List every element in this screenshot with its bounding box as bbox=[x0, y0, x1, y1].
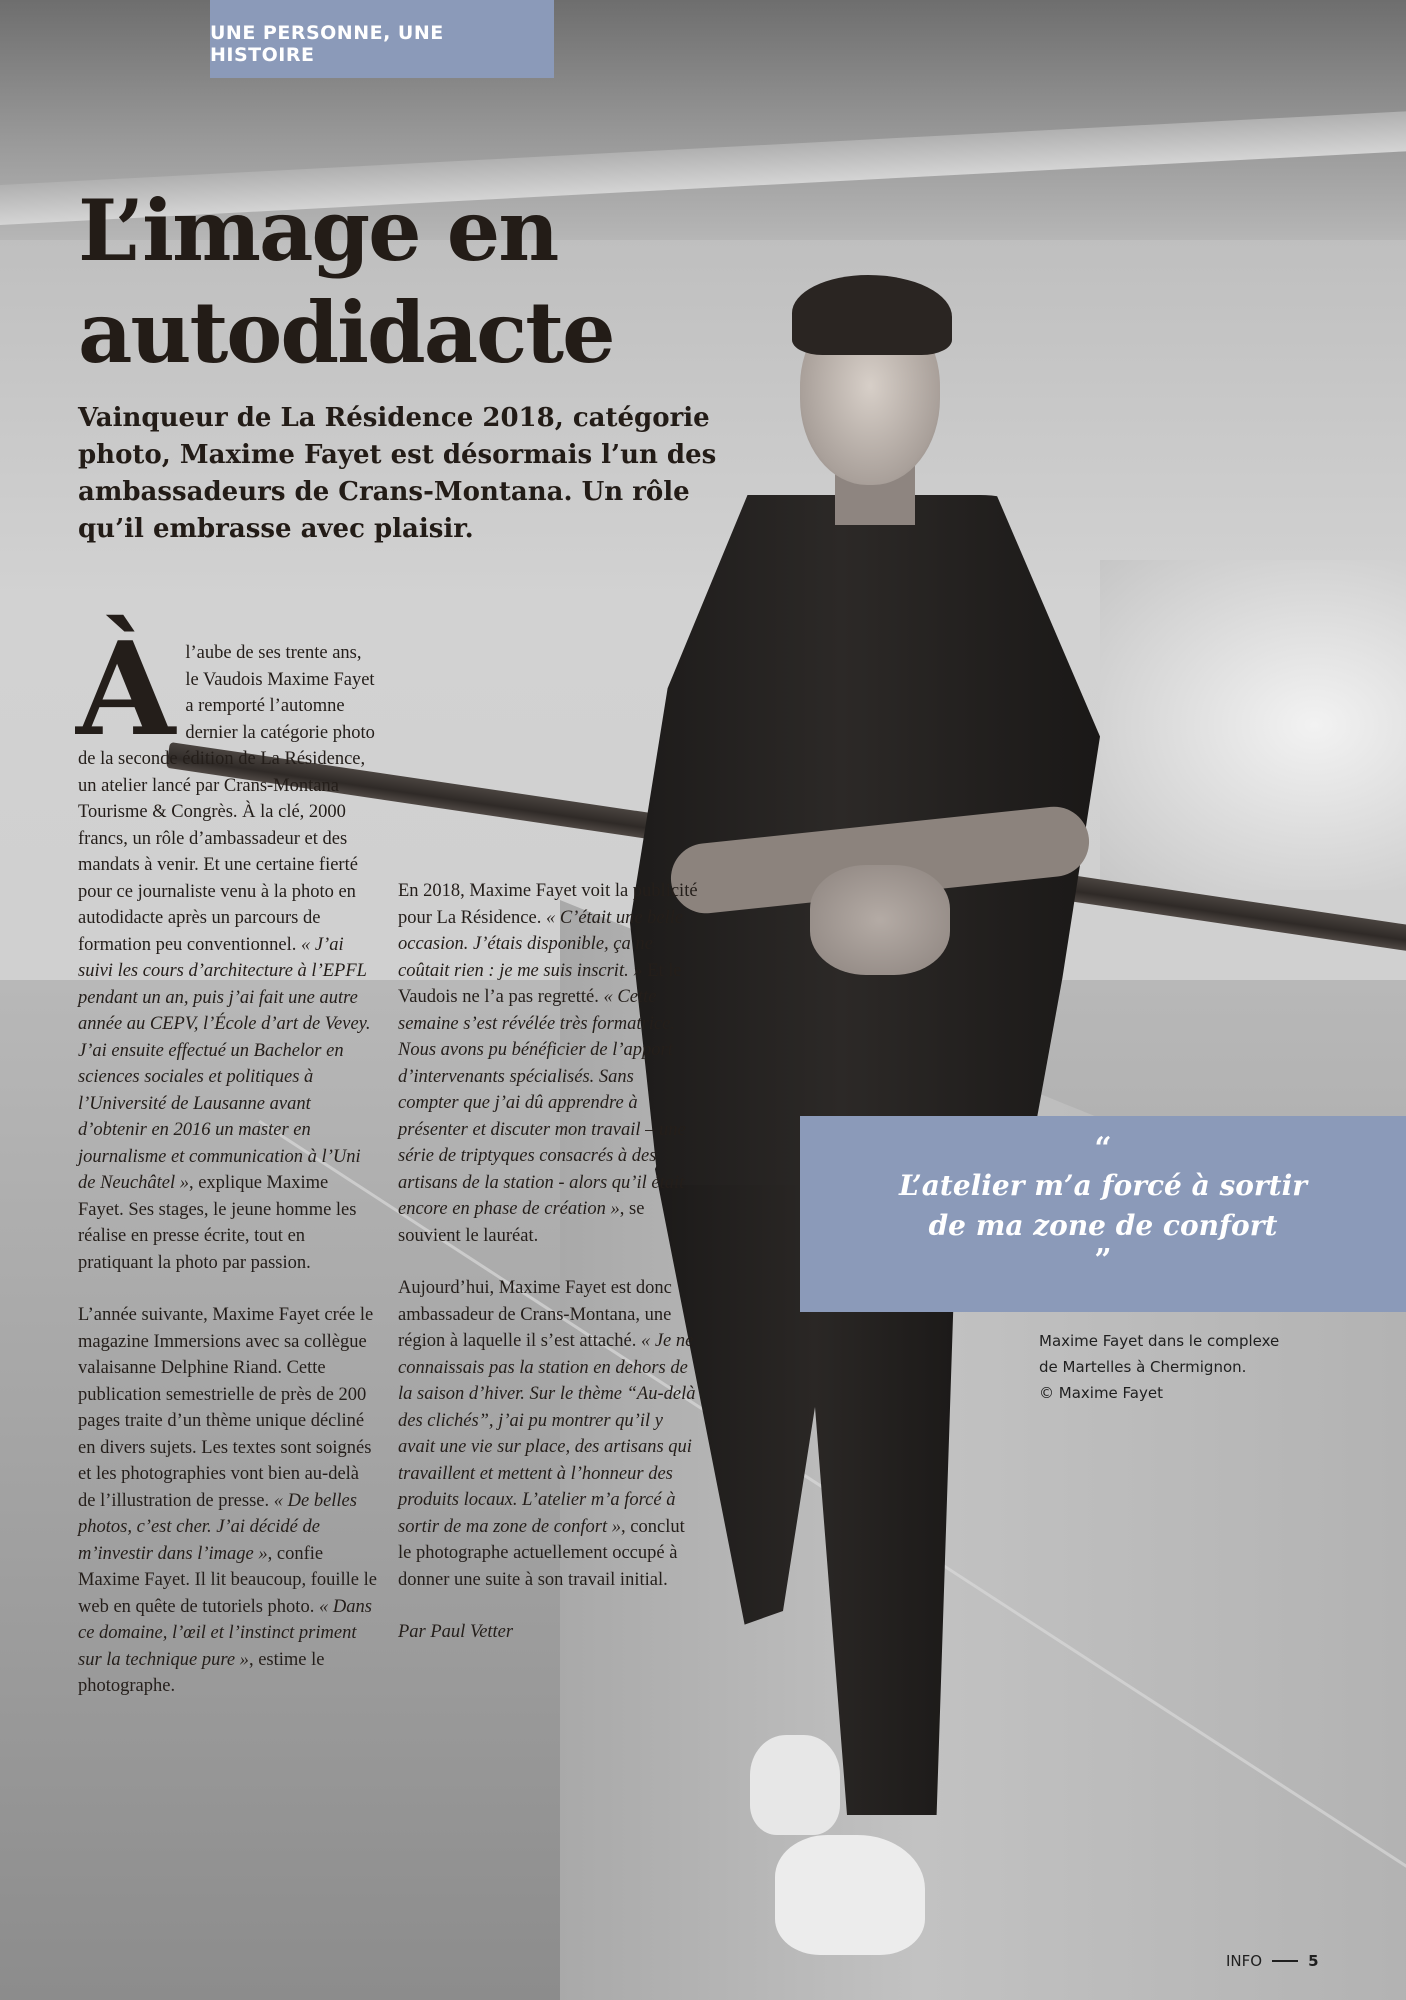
pull-quote-line-2: de ma zone de confort bbox=[928, 1209, 1278, 1242]
figure-hands bbox=[810, 865, 950, 975]
quote-run: « J’ai suivi les cours d’architecture à l’EPFL pendant un an, puis j’ai fait une autre année au CEPV, l’École d’art de Vevey. J’ai ensuite effectué un Bachelor en sciences sociales et politiques à l’Université de Lausanne avant d’obtenir en 2016 un master en journalisme et communication à l’Uni de Neuchâtel » bbox=[78, 934, 371, 1193]
paragraph bbox=[398, 878, 698, 1249]
paragraph bbox=[78, 1302, 378, 1700]
photo-caption bbox=[1039, 1328, 1339, 1406]
paragraph bbox=[76, 615, 378, 1276]
text-run: Et le Vaudois ne l’a pas regretté. bbox=[398, 960, 682, 1007]
lead-paragraph: Vainqueur de La Résidence 2018, catégorie photo, Maxime Fayet est désormais l’un des ambassadeurs de Crans-Montana. Un rôle qu’il embrasse avec plaisir. bbox=[78, 403, 717, 544]
quote-run: « C’était une belle occasion. J’étais disponible, ça ne coûtait rien : je me suis inscrit. » bbox=[398, 907, 684, 981]
window-light bbox=[1100, 560, 1406, 890]
text-run: , conclut le photographe actuellement occupé à donner une suite à son travail initial. bbox=[398, 1516, 685, 1590]
quote-run: « De belles photos, c’est cher. J’ai décidé de m’investir dans l’image » bbox=[78, 1490, 357, 1564]
article-column-2 bbox=[398, 878, 698, 1672]
page-folio bbox=[1226, 1952, 1319, 1970]
pull-quote bbox=[800, 1116, 1406, 1312]
headline bbox=[78, 180, 698, 384]
headline-line-1: L’image en bbox=[78, 181, 558, 280]
text-run: , se souvient le lauréat. bbox=[398, 1199, 645, 1246]
caption-line: de Martelles à Chermignon. bbox=[1039, 1358, 1247, 1376]
text-run: l’aube de ses trente ans, le Vaudois Maxime Fayet a remporté l’automne dernier la catégorie photo de la seconde édition de La Résidence, un atelier lancé par Crans-Montana Tourisme & Congrès. À la clé, 2000 francs, un rôle d’ambassadeur et des mandats à venir. Et une certaine fierté pour ce journaliste venu à la photo en autodidacte après un parcours de formation peu conventionnel. bbox=[78, 643, 375, 955]
figure-shoe-left bbox=[750, 1735, 840, 1835]
pull-quote-text bbox=[800, 1166, 1406, 1246]
text-run: Aujourd’hui, Maxime Fayet est donc ambassadeur de Crans-Montana, une région à laquelle il s’est attaché. bbox=[398, 1278, 672, 1351]
folio-rule bbox=[1272, 1960, 1298, 1962]
caption-line: Maxime Fayet dans le complexe bbox=[1039, 1332, 1280, 1350]
text-run: En 2018, Maxime Fayet voit la publicité pour La Résidence. bbox=[398, 881, 698, 928]
caption-credit: © Maxime Fayet bbox=[1039, 1384, 1163, 1402]
text-run: , explique Maxime Fayet. Ses stages, le jeune homme les réalise en presse écrite, tout en pratiquant la photo par passion. bbox=[78, 1173, 357, 1273]
quote-run: « Dans ce domaine, l’œil et l’instinct priment sur la technique pure » bbox=[78, 1596, 372, 1670]
close-quote-mark: ” bbox=[1094, 1243, 1112, 1278]
text-run: , estime le photographe. bbox=[78, 1649, 325, 1696]
section-tag: UNE PERSONNE, UNE HISTOIRE bbox=[210, 0, 554, 78]
article-column-1 bbox=[76, 615, 378, 1726]
quote-run: « Je ne connaissais pas la station en dehors de la saison d’hiver. Sur le thème “Au-delà des clichés”, j’ai pu montrer qu’il y avait une vie sur place, des artisans qui travaillent et mettent à l’honneur des produits locaux. L’atelier m’a forcé à sortir de ma zone de confort » bbox=[398, 1331, 696, 1537]
open-quote-mark: “ bbox=[1094, 1131, 1112, 1166]
headline-line-2: autodidacte bbox=[78, 283, 614, 382]
page-number: 5 bbox=[1308, 1952, 1319, 1970]
figure-hair bbox=[792, 275, 952, 355]
pull-quote-line-1: L’atelier m’a forcé à sortir bbox=[899, 1169, 1307, 1202]
figure-shoe-right bbox=[775, 1835, 925, 1955]
byline: Par Paul Vetter bbox=[398, 1622, 514, 1642]
paragraph bbox=[398, 1275, 698, 1593]
text-run: , confie Maxime Fayet. Il lit beaucoup, fouille le web en quête de tutoriels photo. bbox=[78, 1543, 377, 1617]
drop-cap: À bbox=[76, 615, 176, 765]
folio-label: INFO bbox=[1226, 1952, 1263, 1970]
quote-run: « Cette semaine s’est révélée très formatrice. Nous avons pu bénéficier de l’apport d’intervenants spécialisés. Sans compter que j’ai dû apprendre à présenter et discuter mon travail – une série de triptyques consacrés à des artisans de la station - alors qu’il était encore en phase de création » bbox=[398, 987, 686, 1219]
text-run: L’année suivante, Maxime Fayet crée le magazine Immersions avec sa collègue valaisanne Delphine Riand. Cette publication semestrielle de près de 200 pages traite d’un thème unique décliné en divers sujets. Les textes sont soignés et les photographies vont bien au-delà de l’illustration de presse. bbox=[78, 1305, 374, 1511]
